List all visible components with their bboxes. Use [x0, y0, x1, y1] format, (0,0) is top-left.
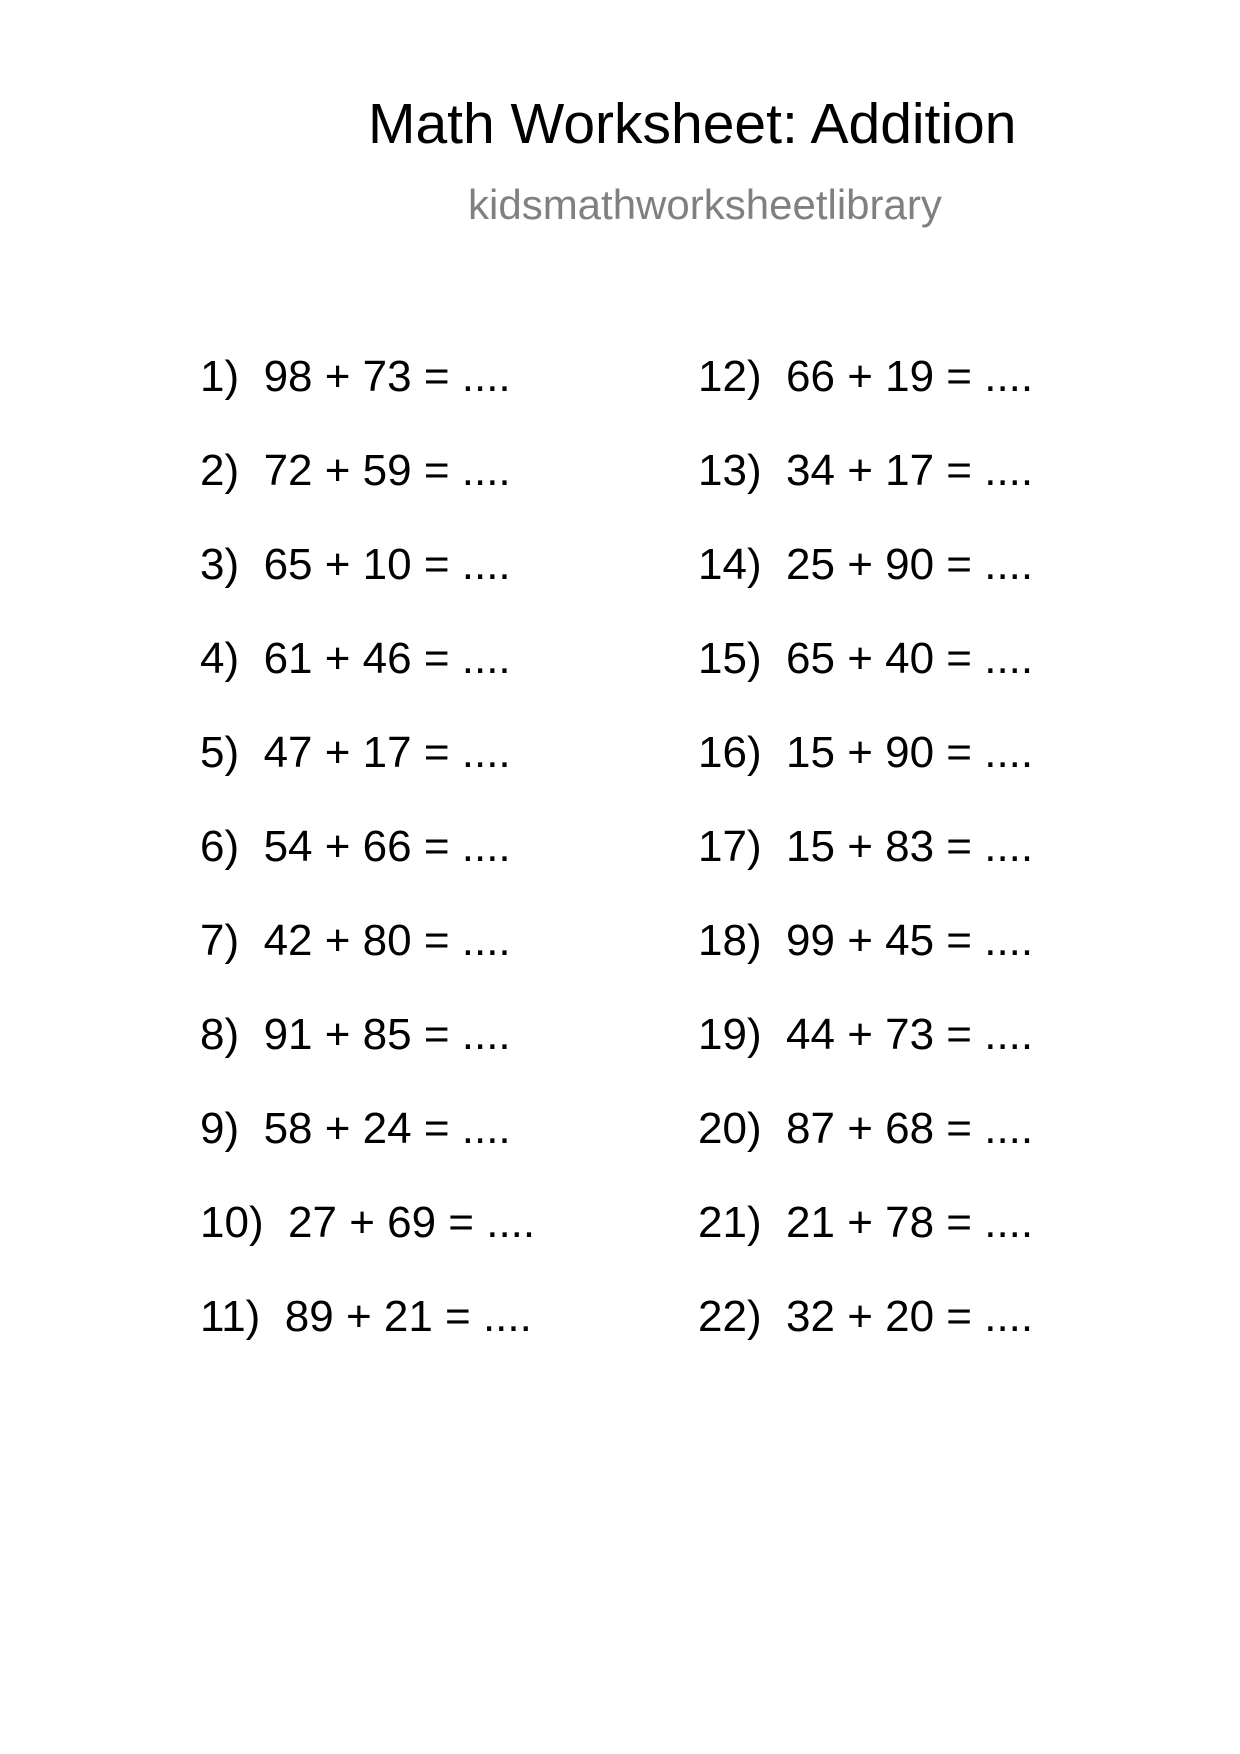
- problem-21: 21) 21 + 78 = ....: [698, 1198, 1034, 1247]
- problem-13: 13) 34 + 17 = ....: [698, 446, 1034, 495]
- problem-18: 18) 99 + 45 = ....: [698, 916, 1034, 965]
- problem-10: 10) 27 + 69 = ....: [200, 1198, 536, 1247]
- problem-3: 3) 65 + 10 = ....: [200, 540, 511, 589]
- problem-1: 1) 98 + 73 = ....: [200, 352, 511, 401]
- problem-5: 5) 47 + 17 = ....: [200, 728, 511, 777]
- problem-14: 14) 25 + 90 = ....: [698, 540, 1034, 589]
- problem-2: 2) 72 + 59 = ....: [200, 446, 511, 495]
- worksheet-title: Math Worksheet: Addition: [368, 92, 1017, 156]
- problem-6: 6) 54 + 66 = ....: [200, 822, 511, 871]
- problem-9: 9) 58 + 24 = ....: [200, 1104, 511, 1153]
- problem-7: 7) 42 + 80 = ....: [200, 916, 511, 965]
- worksheet-subtitle: kidsmathworksheetlibrary: [468, 181, 942, 228]
- problem-4: 4) 61 + 46 = ....: [200, 634, 511, 683]
- problem-22: 22) 32 + 20 = ....: [698, 1292, 1034, 1341]
- problem-8: 8) 91 + 85 = ....: [200, 1010, 511, 1059]
- problem-15: 15) 65 + 40 = ....: [698, 634, 1034, 683]
- problem-19: 19) 44 + 73 = ....: [698, 1010, 1034, 1059]
- problem-11: 11) 89 + 21 = ....: [200, 1292, 532, 1341]
- problem-16: 16) 15 + 90 = ....: [698, 728, 1034, 777]
- problem-20: 20) 87 + 68 = ....: [698, 1104, 1034, 1153]
- problem-17: 17) 15 + 83 = ....: [698, 822, 1034, 871]
- problem-12: 12) 66 + 19 = ....: [698, 352, 1034, 401]
